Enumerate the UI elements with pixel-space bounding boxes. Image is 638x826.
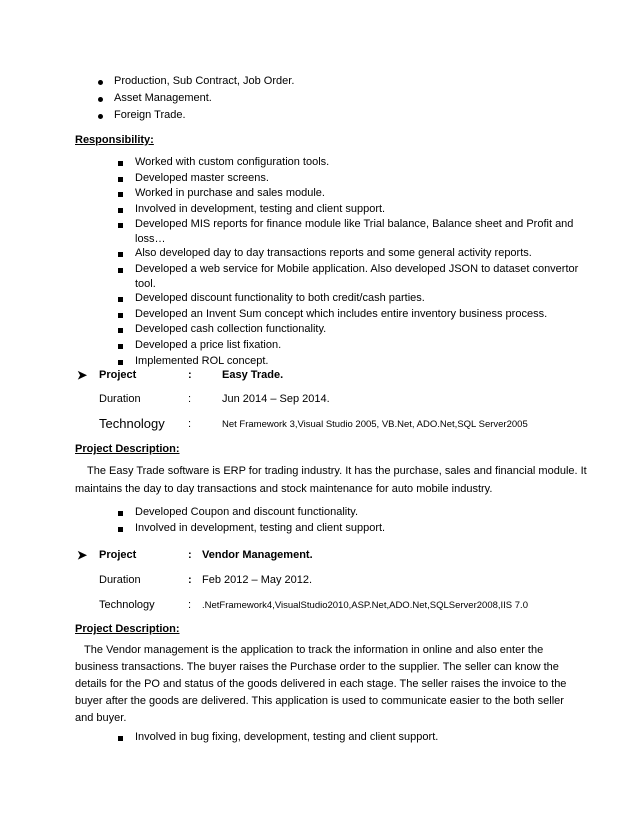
project-description-heading: Project Description: — [75, 623, 180, 635]
duration-colon: : — [188, 393, 192, 405]
responsibility-item: Developed MIS reports for finance module like Trial balance, Balance sheet and Profit and — [135, 218, 574, 230]
bullet-square-icon — [118, 328, 123, 333]
bullet-square-icon — [118, 177, 123, 182]
responsibility-item: Developed master screens. — [135, 172, 269, 184]
project-colon: : — [188, 549, 192, 561]
bullet-square-icon — [118, 736, 123, 741]
bullet-square-icon — [118, 252, 123, 257]
bullet-square-icon — [118, 161, 123, 166]
responsibility-item: Developed a web service for Mobile application. Also developed JSON to dataset convertor — [135, 263, 579, 275]
responsibility-item: Developed cash collection functionality. — [135, 323, 327, 335]
top-item: Production, Sub Contract, Job Order. — [114, 75, 295, 87]
technology-value: .NetFramework4,VisualStudio2010,ASP.Net,ADO.Net,SQLServer2008,IIS 7.0 — [202, 600, 528, 611]
responsibility-item: Developed an Invent Sum concept which includes entire inventory business process. — [135, 308, 548, 320]
project-description-line: details for the PO and status of the goods delivered in each stage. The seller raises the invoice to the — [75, 678, 567, 690]
project-description-line: and buyer. — [75, 712, 127, 724]
bullet-dot-icon — [98, 80, 103, 85]
project-name: Vendor Management. — [202, 549, 313, 561]
responsibility-item: Worked in purchase and sales module. — [135, 187, 325, 199]
bullet-square-icon — [118, 297, 123, 302]
bullet-square-icon — [118, 344, 123, 349]
project-item: Involved in bug fixing, development, testing and client support. — [135, 731, 439, 743]
responsibility-item: Developed a price list fixation. — [135, 339, 282, 351]
bullet-dot-icon — [98, 97, 103, 102]
project-description-heading: Project Description: — [75, 443, 180, 455]
bullet-square-icon — [118, 527, 123, 532]
project-description-line: The Vendor management is the application to track the information in online and also enter the — [84, 644, 544, 656]
duration-value: Feb 2012 – May 2012. — [202, 574, 313, 586]
bullet-square-icon — [118, 208, 123, 213]
technology-colon: : — [188, 599, 192, 611]
project-description-line: maintains the day to day transactions and stock maintenance for auto mobile industry. — [75, 483, 493, 495]
duration-label: Duration — [99, 393, 141, 405]
bullet-square-icon — [118, 511, 123, 516]
responsibility-item: Worked with custom configuration tools. — [135, 156, 330, 168]
technology-label: Technology — [99, 416, 165, 431]
duration-colon: : — [188, 574, 192, 586]
responsibility-item: Involved in development, testing and client support. — [135, 203, 386, 215]
responsibility-item-continuation: loss… — [135, 233, 166, 245]
duration-value: Jun 2014 – Sep 2014. — [222, 393, 330, 405]
project-description-line: buyer after the goods are delivered. This application is used to communicate easier to the both seller — [75, 695, 564, 707]
project-description-line: business transactions. The buyer raises the Purchase order to the supplier. The seller can know the — [75, 661, 559, 673]
responsibility-item: Developed discount functionality to both credit/cash parties. — [135, 292, 425, 304]
bullet-square-icon — [118, 192, 123, 197]
bullet-square-icon — [118, 360, 123, 365]
project-label: Project — [99, 549, 137, 561]
arrow-bullet-icon: ➤ — [77, 368, 88, 382]
project-item: Developed Coupon and discount functionality. — [135, 506, 359, 518]
responsibility-heading: Responsibility: — [75, 134, 154, 146]
bullet-dot-icon — [98, 114, 103, 119]
top-item: Asset Management. — [114, 92, 212, 104]
project-item: Involved in development, testing and client support. — [135, 522, 386, 534]
bullet-square-icon — [118, 223, 123, 228]
project-name: Easy Trade. — [222, 369, 284, 381]
responsibility-item: Implemented ROL concept. — [135, 355, 269, 367]
responsibility-item-continuation: tool. — [135, 278, 156, 290]
project-label: Project — [99, 369, 137, 381]
project-colon: : — [188, 369, 192, 381]
responsibility-item: Also developed day to day transactions reports and some general activity reports. — [135, 247, 532, 259]
project-description-line: The Easy Trade software is ERP for trading industry. It has the purchase, sales and financial module. It — [87, 465, 587, 477]
technology-colon: : — [188, 418, 192, 430]
bullet-square-icon — [118, 313, 123, 318]
duration-label: Duration — [99, 574, 141, 586]
arrow-bullet-icon: ➤ — [77, 548, 88, 562]
top-item: Foreign Trade. — [114, 109, 186, 121]
technology-label: Technology — [99, 599, 155, 611]
bullet-square-icon — [118, 268, 123, 273]
technology-value: Net Framework 3,Visual Studio 2005, VB.Net, ADO.Net,SQL Server2005 — [222, 419, 528, 430]
